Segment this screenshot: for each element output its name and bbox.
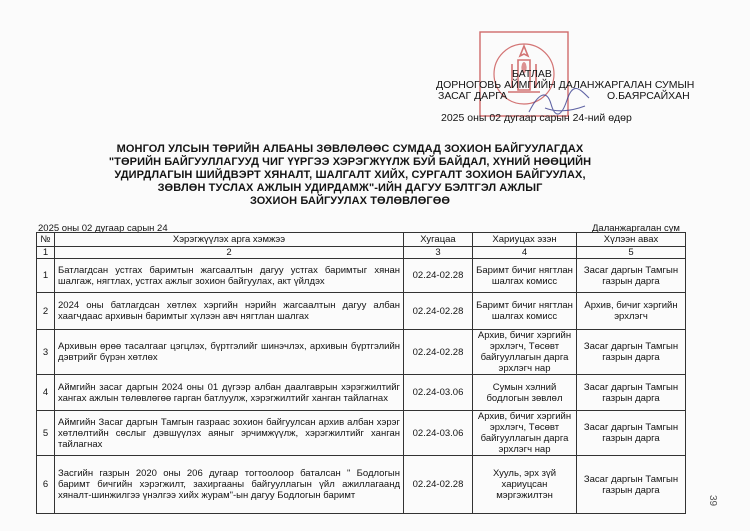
header-action: Хэрэгжүүлэх арга хэмжээ xyxy=(55,233,404,247)
table-row xyxy=(37,411,686,456)
row-receiver: Засаг даргын Тамгын газрын дарга xyxy=(577,456,686,514)
table-row xyxy=(37,375,686,411)
approval-signatory: О.БАЯРСАЙХАН xyxy=(607,90,690,102)
column-number-row xyxy=(37,247,686,259)
column-number: 3 xyxy=(404,247,473,259)
row-action: Батлагдсан устгах баримтын жагсаалтын дагуу устгах баримтыг хянан шалгаж, нягтлах, устгах ажлыг зохион байгуулах, акт үйлдэх xyxy=(55,259,404,293)
document-title xyxy=(100,143,600,208)
row-action: Аймгийн засаг даргын 2024 оны 01 дүгээр албан даалгаврын хэрэгжилтийг хангах ажлын төлөвлөгөө гарган батлуулж, хэрэгжилтийг ханган тайлагнах xyxy=(55,375,404,411)
column-number: 5 xyxy=(577,247,686,259)
title-line: МОНГОЛ УЛСЫН ТӨРИЙН АЛБАНЫ ЗӨВЛӨЛӨӨС СУМДАД ЗОХИОН БАЙГУУЛАГДАХ xyxy=(116,143,584,155)
header-duration: Хугацаа xyxy=(404,233,473,247)
plan-date: 2025 оны 02 дугаар сарын 24 xyxy=(38,223,168,234)
plan-table xyxy=(36,232,686,514)
row-duration: 02.24-02.28 xyxy=(404,330,473,375)
title-line: ЗОХИОН БАЙГУУЛАХ ТӨЛӨВЛӨГӨӨ xyxy=(249,195,451,207)
row-responsible: Сумын хэлний бодлогын зөвлөл xyxy=(473,375,577,411)
row-duration: 02.24-02.28 xyxy=(404,456,473,514)
row-action: Архивын өрөө тасалгааг цэгцлэх, бүртгэлийг шинэчлэх, архивын бүртгэлийн дэвтрийг бүрэн хөтлөх xyxy=(55,330,404,375)
title-line: "ТӨРИЙН БАЙГУУЛЛАГУУД ЧИГ ҮҮРГЭЭ ХЭРЭГЖҮҮЛЖ БУЙ БАЙДАЛ, ХҮНИЙ НӨӨЦИЙН xyxy=(108,156,592,168)
table-row xyxy=(37,330,686,375)
row-number: 5 xyxy=(37,411,55,456)
row-responsible: Архив, бичиг хэргийн эрхлэгч, Төсөвт байгууллагын дарга эрхлэгч нар xyxy=(473,330,577,375)
row-duration: 02.24-02.28 xyxy=(404,259,473,293)
row-number: 3 xyxy=(37,330,55,375)
plan-location: Даланжаргалан сум xyxy=(592,223,680,234)
column-number: 1 xyxy=(37,247,55,259)
header-receiver: Хүлээн авах xyxy=(577,233,686,247)
row-action: Аймгийн Засаг даргын Тамгын газраас зохион байгуулсан архив албан хэрэг хөтлөлтийн сөслыг дэвшүүлэх аяныг эрчимжүүлж, хэрэгжилтийг ханган тайлагнах xyxy=(55,411,404,456)
title-line: ЗӨВЛӨН ТУСЛАХ АЖЛЫН УДИРДАМЖ"-ИЙН ДАГУУ БЭЛТГЭЛ АЖЛЫГ xyxy=(157,182,543,194)
row-duration: 02.24-02.28 xyxy=(404,293,473,330)
title-line: УДИРДЛАГЫН ШИЙДВЭРТ ХЯНАЛТ, ШАЛГАЛТ ХИЙХ, СУРГАЛТ ЗОХИОН БАЙГУУЛАХ, xyxy=(114,169,586,181)
column-number: 2 xyxy=(55,247,404,259)
row-receiver: Засаг даргын Тамгын газрын дарга xyxy=(577,375,686,411)
header-responsible: Хариуцах эзэн xyxy=(473,233,577,247)
table-header-row xyxy=(37,233,686,247)
page-number: 39 xyxy=(707,495,718,507)
approval-position: ЗАСАГ ДАРГА xyxy=(438,90,508,102)
approval-title: БАТЛАВ xyxy=(512,68,552,80)
row-receiver: Засаг даргын Тамгын газрын дарга xyxy=(577,259,686,293)
row-responsible: Баримт бичиг нягтлан шалгах комисс xyxy=(473,259,577,293)
row-receiver: Засаг даргын Тамгын газрын дарга xyxy=(577,330,686,375)
row-number: 2 xyxy=(37,293,55,330)
table-row xyxy=(37,293,686,330)
row-action: Засгийн газрын 2020 оны 206 дугаар тогтоолоор баталсан " Бодлогын баримт бичгийн хэрэгжилт, захиргааны байгууллагын үйл ажиллагаанд хяналт-шинжилгээ үнэлгээ хийх журам"-ын дагуу Бодлогын баримт xyxy=(55,456,404,514)
row-duration: 02.24-03.06 xyxy=(404,375,473,411)
approval-organization: ДОРНОГОВЬ АЙМГИЙН ДАЛАНЖАРГАЛАН СУМЫН xyxy=(436,79,695,91)
row-number: 6 xyxy=(37,456,55,514)
approval-date: 2025 оны 02 дугаар сарын 24-ний өдөр xyxy=(441,112,632,124)
header-number: № xyxy=(37,233,55,247)
table-row xyxy=(37,456,686,514)
table-row xyxy=(37,259,686,293)
row-action: 2024 оны батлагдсан хөтлөх хэргийн нэрийн жагсаалтын дагуу албан хаагчдаас архивын баримтыг хүлээн авч нягтлан шалгах xyxy=(55,293,404,330)
row-responsible: Баримт бичиг нягтлан шалгах комисс xyxy=(473,293,577,330)
row-duration: 02.24-03.06 xyxy=(404,411,473,456)
row-number: 1 xyxy=(37,259,55,293)
row-number: 4 xyxy=(37,375,55,411)
row-receiver: Архив, бичиг хэргийн эрхлэгч xyxy=(577,293,686,330)
row-responsible: Архив, бичиг хэргийн эрхлэгч, Төсөвт байгууллагын дарга эрхлэгч нар xyxy=(473,411,577,456)
row-responsible: Хууль, эрх зүй хариуцсан мэргэжилтэн xyxy=(473,456,577,514)
column-number: 4 xyxy=(473,247,577,259)
row-receiver: Засаг даргын Тамгын газрын дарга xyxy=(577,411,686,456)
